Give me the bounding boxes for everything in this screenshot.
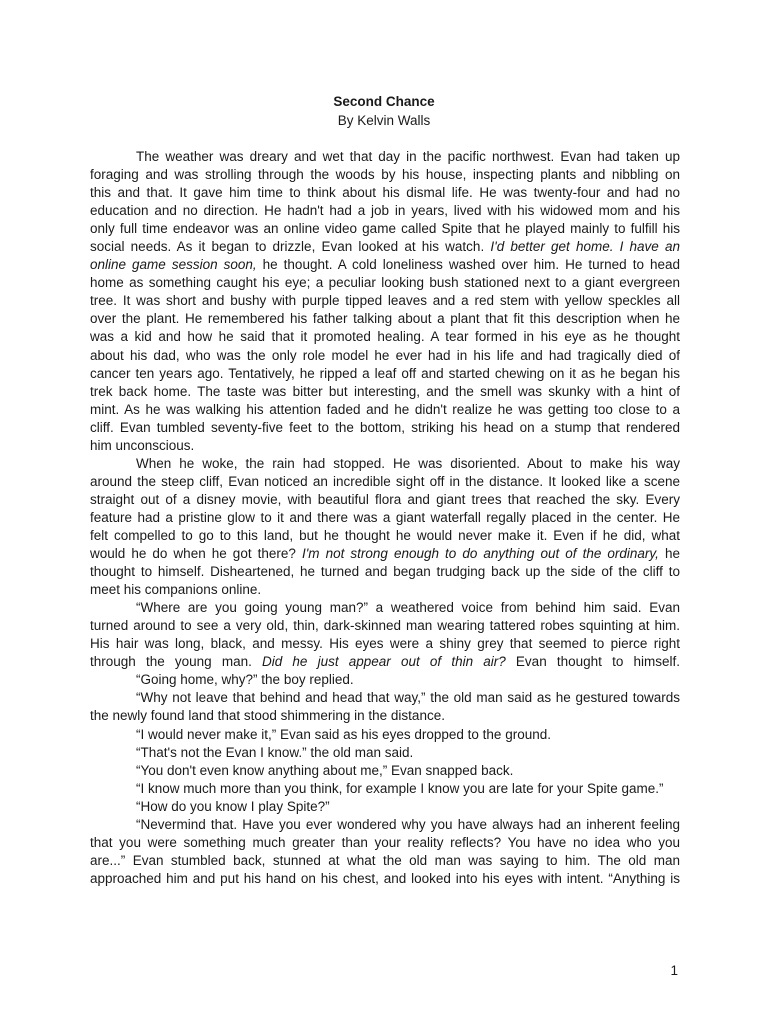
story-body <box>90 148 680 888</box>
text-run: “I know much more than you think, for example I know you are late for your Spite game.” <box>136 780 664 796</box>
text-line <box>90 347 680 365</box>
text-run: His hair was long, black, and messy. His eyes were a shiny grey that seemed to pierce right <box>90 636 680 652</box>
text-run: over the plant. He remembered his father talking about a plant that fit this description when he <box>90 311 680 327</box>
text-line <box>90 617 680 635</box>
text-run: are...” Evan stumbled back, stunned at what the old man was saying to him. The old man <box>90 852 680 868</box>
text-line <box>90 689 680 707</box>
text-line <box>90 762 680 780</box>
text-run: this and that. It gave him time to think about his dismal life. He was twenty-four and had no <box>90 185 680 201</box>
text-run: he thought. A cold loneliness washed over him. He turned to head <box>256 257 680 273</box>
text-line <box>90 834 680 852</box>
text-run: “Why not leave that behind and head that way,” the old man said as he gestured towards <box>136 690 680 706</box>
text-run: through the young man. <box>90 654 262 670</box>
text-line <box>90 437 680 455</box>
text-run: meet his companions online. <box>90 582 262 598</box>
text-line <box>90 256 680 274</box>
document-byline: By Kelvin Walls <box>337 113 431 128</box>
text-run: feature had a pristine glow to it and there was a giant waterfall regally placed in the center. He <box>90 509 680 525</box>
text-line <box>90 491 680 509</box>
text-line <box>90 509 680 527</box>
text-run: “That's not the Evan I know.” the old man said. <box>136 744 414 760</box>
text-line <box>90 148 680 166</box>
text-run: education and no direction. He hadn't had a job in years, lived with his widowed mom and his <box>90 203 680 219</box>
text-run: “Where are you going young man?” a weathered voice from behind him said. Evan <box>136 600 680 616</box>
text-line <box>90 220 680 238</box>
text-line <box>90 383 680 401</box>
text-run: felt compelled to go to this land, but he thought he would never make it. Even if he did, what <box>90 527 680 543</box>
text-run: around the steep cliff, Evan noticed an incredible sight off in the distance. It looked like a scene <box>90 473 680 489</box>
text-line <box>90 563 680 581</box>
text-run: turned around to see a very old, thin, dark-skinned man wearing tattered robes squinting at him. <box>90 618 680 634</box>
text-line <box>90 744 680 762</box>
italic-thought: online game session soon, <box>90 257 257 273</box>
text-run: only full time endeavor was an online video game called Spite that he played mainly to fulfill his <box>90 221 680 237</box>
text-run: cancer ten years ago. Tentatively, he ripped a leaf off and started chewing on it as he began his <box>90 365 680 381</box>
text-run: thought to himself. Disheartened, he turned and began trudging back up the side of the cliff to <box>90 564 680 580</box>
text-line <box>90 527 680 545</box>
text-run: the newly found land that stood shimmering in the distance. <box>90 708 445 724</box>
text-line <box>90 780 680 798</box>
text-run: would he do when he got there? <box>90 546 302 562</box>
text-run: foraging and was strolling through the woods by his house, inspecting plants and nibbling on <box>90 167 680 183</box>
text-line <box>90 455 680 473</box>
text-line <box>90 274 680 292</box>
text-run: about his dad, who was the only role model he ever had in his life and had tragically died of <box>90 347 680 363</box>
text-line <box>90 419 680 437</box>
text-line <box>90 238 680 256</box>
text-line <box>90 202 680 220</box>
text-run: social needs. As it began to drizzle, Evan looked at his watch. <box>90 239 491 255</box>
italic-thought: Did he just appear out of thin air? <box>262 654 506 670</box>
text-line <box>90 635 680 653</box>
text-line <box>90 816 680 834</box>
text-line <box>90 671 680 689</box>
text-run: The weather was dreary and wet that day in the pacific northwest. Evan had taken up <box>136 149 680 164</box>
italic-thought: I'm not strong enough to do anything out of the ordinary, <box>301 546 659 562</box>
text-line <box>90 581 680 599</box>
text-run: him unconscious. <box>90 437 195 453</box>
text-run: approached him and put his hand on his chest, and looked into his eyes with intent. “Anything is <box>90 870 680 886</box>
text-line <box>90 166 680 184</box>
text-line <box>90 870 680 888</box>
text-run: cliff. Evan tumbled seventy-five feet to the bottom, striking his head on a stump that rendered <box>90 419 680 435</box>
text-run: that you were something much greater than your reality reflects? You have no idea who you <box>90 834 680 850</box>
text-run: straight out of a disney movie, with beautiful flora and giant trees that reached the sky. Every <box>90 491 680 507</box>
text-run: tree. It was short and bushy with purple tipped leaves and a red stem with yellow speckles all <box>90 293 680 309</box>
text-line <box>90 292 680 310</box>
text-run: he <box>658 546 680 562</box>
text-run: “You don't even know anything about me,” Evan snapped back. <box>136 762 514 778</box>
document-title: Second Chance <box>333 94 435 109</box>
text-line <box>90 726 680 744</box>
text-line <box>90 545 680 563</box>
text-run: “How do you know I play Spite?” <box>136 798 330 814</box>
text-line <box>90 852 680 870</box>
text-line <box>90 473 680 491</box>
text-run: home as something caught his eye; a peculiar looking bush stationed next to a giant evergreen <box>90 275 680 291</box>
text-line <box>90 401 680 419</box>
text-run: “Nevermind that. Have you ever wondered why you have always had an inherent feeling <box>136 816 680 832</box>
text-line <box>90 328 680 346</box>
text-line <box>90 707 680 725</box>
text-run: When he woke, the rain had stopped. He was disoriented. About to make his way <box>136 455 680 471</box>
text-line <box>90 184 680 202</box>
text-run: “I would never make it,” Evan said as his eyes dropped to the ground. <box>136 726 551 742</box>
text-run: “Going home, why?” the boy replied. <box>136 672 354 688</box>
text-run: Evan thought to himself. <box>505 654 680 670</box>
text-run: mint. As he was walking his attention faded and he didn't realize he was getting too close to a <box>90 401 680 417</box>
italic-thought: I'd better get home. I have an <box>490 239 680 255</box>
text-run: trek back home. The taste was bitter but interesting, and the smell was skunky with a hint of <box>90 383 680 399</box>
text-line <box>90 653 680 671</box>
text-line <box>90 798 680 816</box>
text-run: was a kid and how he said that it promoted healing. A tear formed in his eye as he thought <box>90 329 680 345</box>
text-line <box>90 365 680 383</box>
text-line <box>90 599 680 617</box>
page-number: 1 <box>670 963 678 978</box>
text-line <box>90 310 680 328</box>
